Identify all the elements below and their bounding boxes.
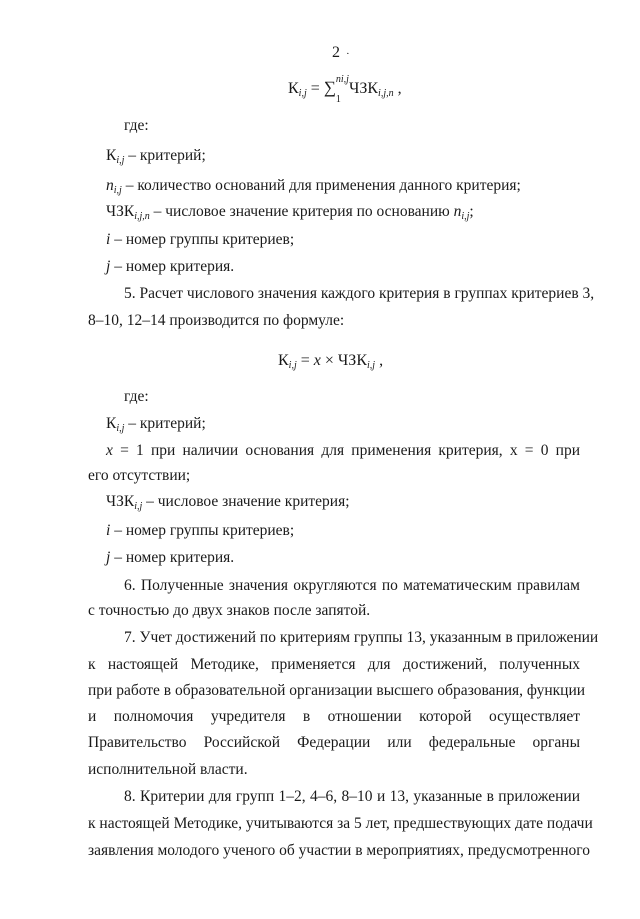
definition-j: j – номер критерия. [106, 258, 235, 275]
where-label-2: где: [124, 388, 149, 405]
paragraph-6-line-2: с точностью до двух знаков после запятой. [88, 602, 371, 619]
paragraph-7-line-6: исполнительной власти. [88, 761, 248, 778]
definition-n: $n_{i,j}$ – количество оснований для применения данного критерия; [106, 177, 521, 196]
formula-2: $К_{i,j} = x \times ЧЗК_{i,j}$ , [278, 352, 384, 371]
paragraph-7-line-1: 7. Учет достижений по критериям группы 13, указанным в приложении [124, 629, 599, 646]
definition2-k: $К_{i,j}$ – критерий; [106, 415, 206, 434]
definition-chzk: $ЧЗК_{i,j,n}$ – числовое значение критерия по основанию $n_{i,j}$; [106, 203, 474, 222]
definition2-x-cont: его отсутствии; [88, 467, 191, 484]
formula-1: $К_{i,j} = \sum^{ni,j}$ 1 $ЧЗК_{i,j,n}$ , [288, 74, 402, 105]
page-number: 2 · [332, 44, 350, 61]
definition-k: $К_{i,j}$ – критерий; [106, 147, 206, 166]
definition2-i: i – номер группы критериев; [106, 522, 295, 539]
paragraph-8-line-3: заявления молодого ученого об участии в мероприятиях, предусмотренного [88, 842, 590, 859]
paragraph-7-line-2: к настоящей Методике, применяется для достижений, полученных [88, 656, 580, 673]
paragraph-8-line-2: к настоящей Методике, учитываются за 5 лет, предшествующих дате подачи [88, 815, 593, 832]
definition2-x: x = 1 при наличии основания для применения критерия, x = 0 при [106, 442, 580, 459]
paragraph-6-line-1: 6. Полученные значения округляются по математическим правилам [124, 577, 580, 594]
paragraph-7-line-3: при работе в образовательной организации высшего образования, функции [88, 682, 586, 699]
definition2-j: j – номер критерия. [106, 549, 235, 566]
sum-symbol: ∑ [323, 78, 336, 97]
paragraph-5-line-2: 8–10, 12–14 производится по формуле: [88, 312, 345, 329]
definition-i: i – номер группы критериев; [106, 231, 295, 248]
definition2-chzk: $ЧЗК_{i,j}$ – числовое значение критерия; [106, 493, 350, 512]
paragraph-8-line-1: 8. Критерии для групп 1–2, 4–6, 8–10 и 13, указанные в приложении [124, 788, 580, 805]
paragraph-7-line-5: Правительство Российской Федерации или федеральные органы [88, 734, 580, 751]
paragraph-5-line-1: 5. Расчет числового значения каждого критерия в группах критериев 3, [124, 285, 595, 302]
paragraph-7-line-4: и полномочия учредителя в отношении которой осуществляет [88, 708, 580, 725]
where-label-1: где: [124, 117, 149, 134]
